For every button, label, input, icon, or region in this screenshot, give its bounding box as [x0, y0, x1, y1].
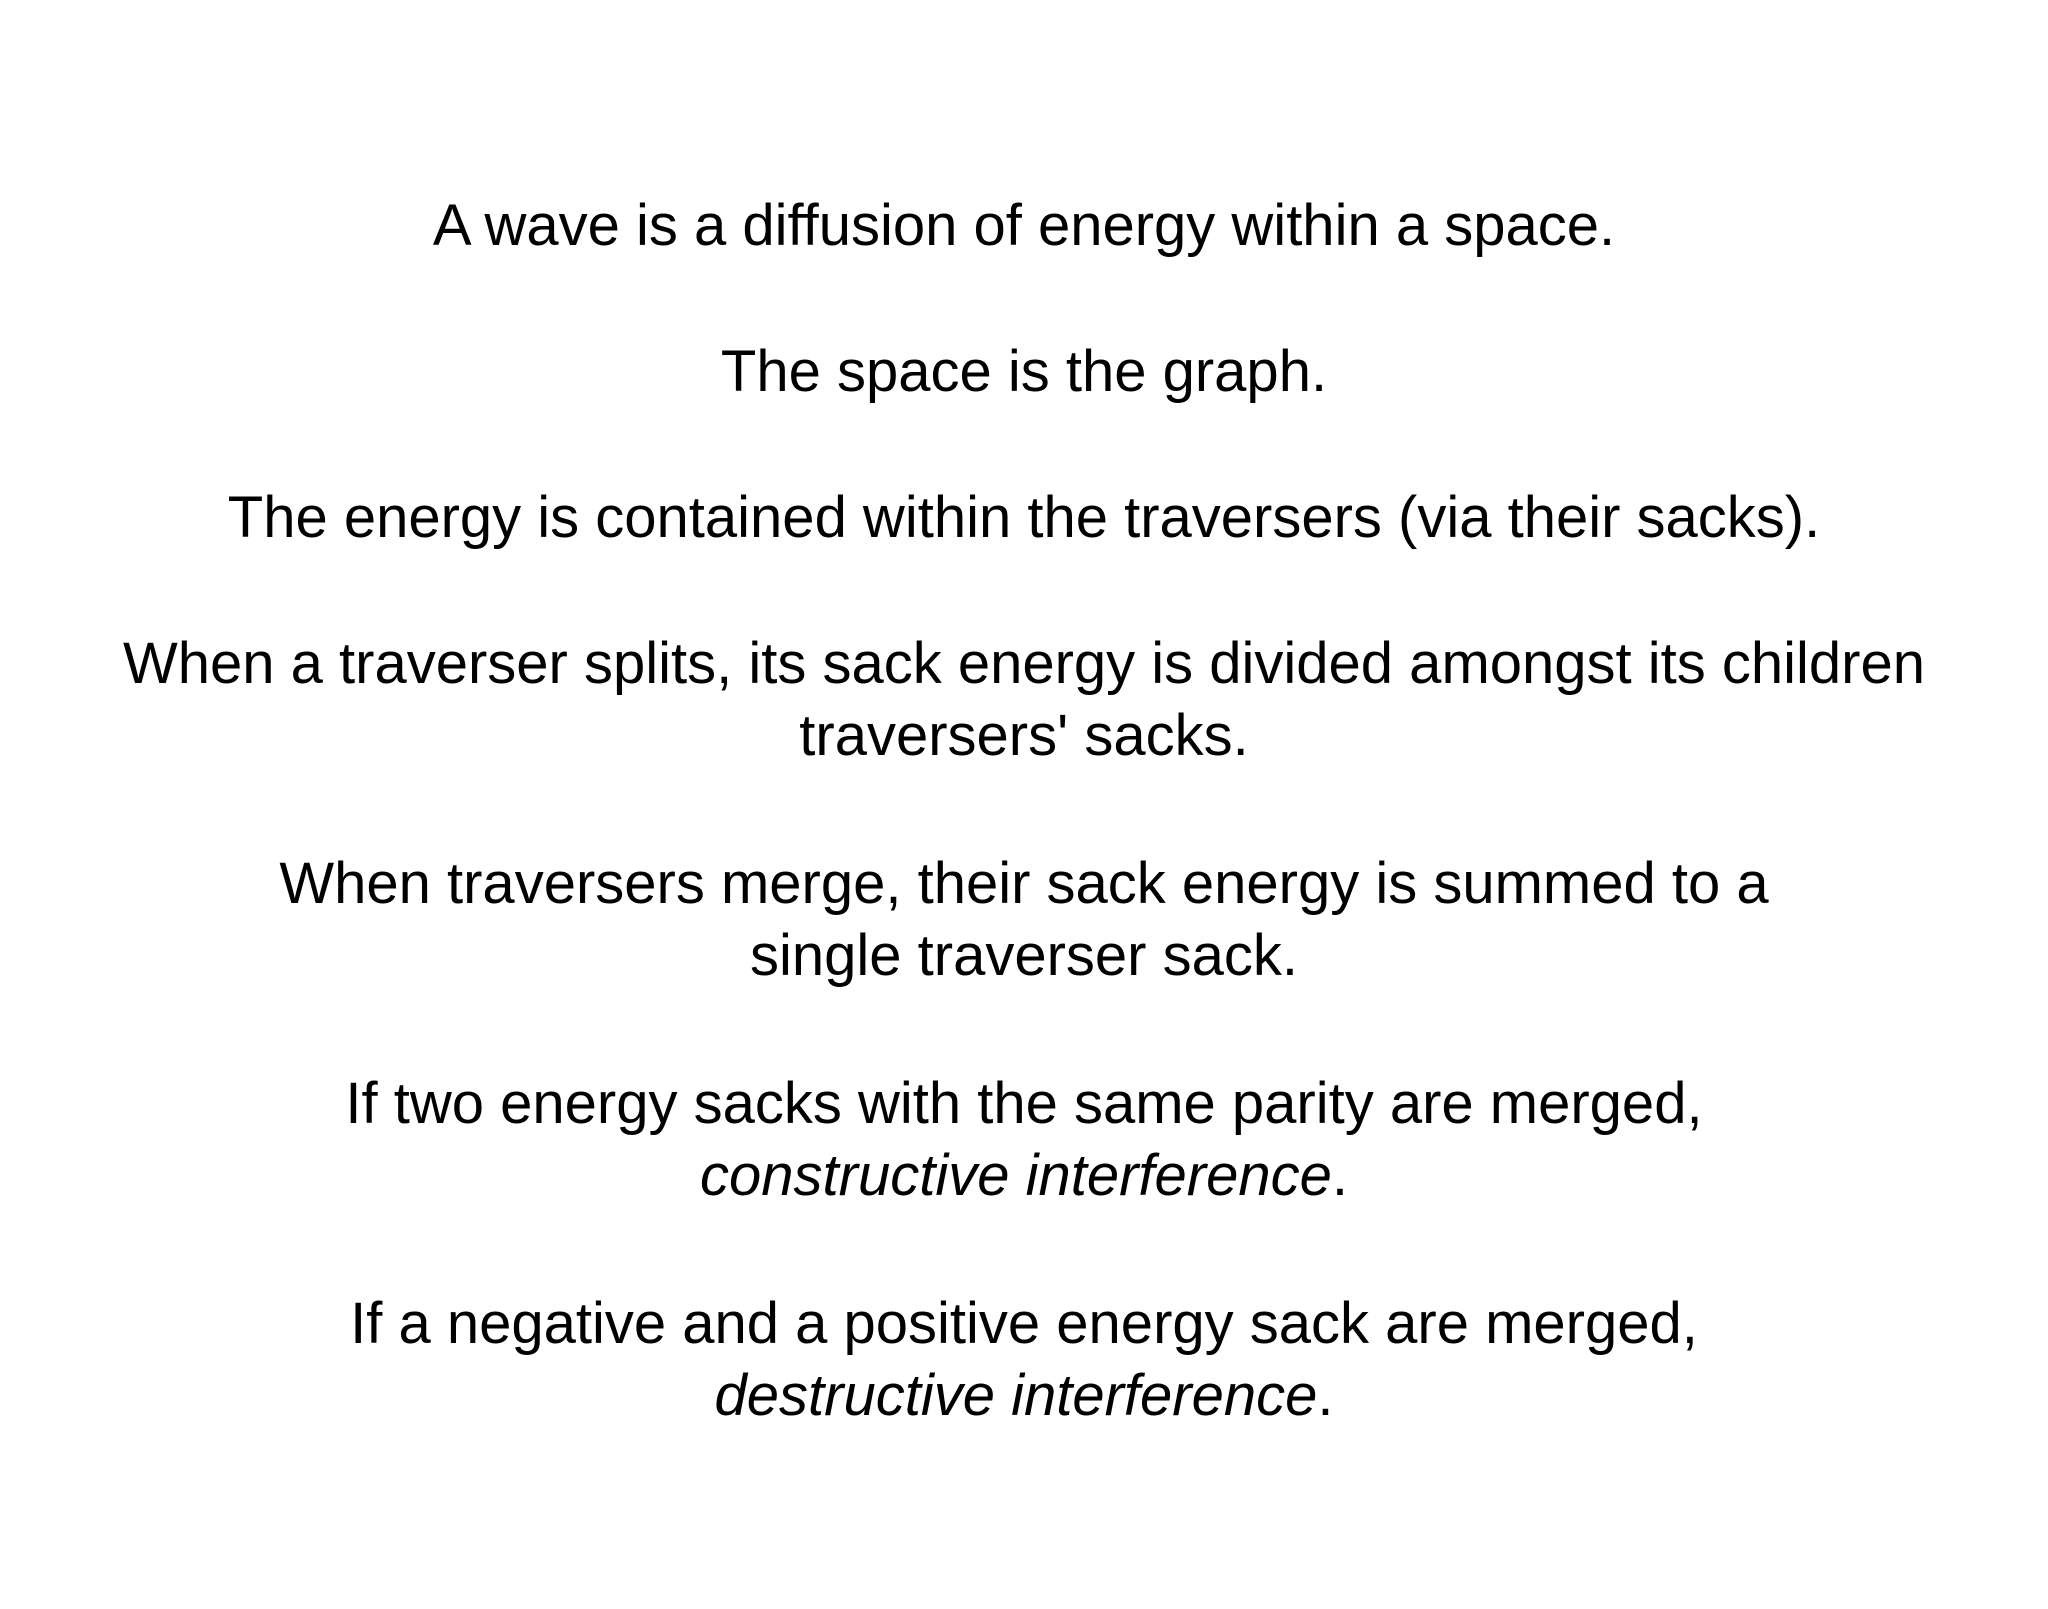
paragraph-text: single traverser sack. — [750, 923, 1298, 988]
paragraph-constructive-line-2 — [0, 1140, 2048, 1212]
paragraph-destructive-line-1 — [0, 1288, 2048, 1360]
paragraph-text: If two energy sacks with the same parity are merged, — [345, 1071, 1703, 1136]
constructive-interference-term: constructive interference — [700, 1143, 1332, 1208]
paragraph-traverser-merge-line-1 — [0, 848, 2048, 920]
paragraph-destructive-line-2 — [0, 1360, 2048, 1432]
paragraph-traverser-merge-line-2 — [0, 920, 2048, 992]
paragraph-text: If a negative and a positive energy sack are merged, — [350, 1291, 1698, 1356]
paragraph-energy-in-traversers — [0, 482, 2048, 554]
paragraph-space-is-graph — [0, 336, 2048, 408]
paragraph-traverser-split-line-2 — [0, 700, 2048, 772]
paragraph-text: The energy is contained within the traversers (via their sacks). — [227, 485, 1821, 550]
destructive-interference-term: destructive interference — [714, 1363, 1318, 1428]
period: . — [1317, 1363, 1334, 1428]
paragraph-text: The space is the graph. — [720, 339, 1328, 404]
paragraph-text: When traversers merge, their sack energy is summed to a — [279, 851, 1769, 916]
paragraph-text: A wave is a diffusion of energy within a space. — [432, 193, 1616, 258]
paragraph-wave-definition — [0, 190, 2048, 262]
paragraph-text: When a traverser splits, its sack energy is divided amongst its children — [123, 631, 1925, 696]
paragraph-constructive-line-1 — [0, 1068, 2048, 1140]
period: . — [1331, 1143, 1348, 1208]
paragraph-text: traversers' sacks. — [799, 703, 1249, 768]
paragraph-traverser-split-line-1 — [0, 628, 2048, 700]
